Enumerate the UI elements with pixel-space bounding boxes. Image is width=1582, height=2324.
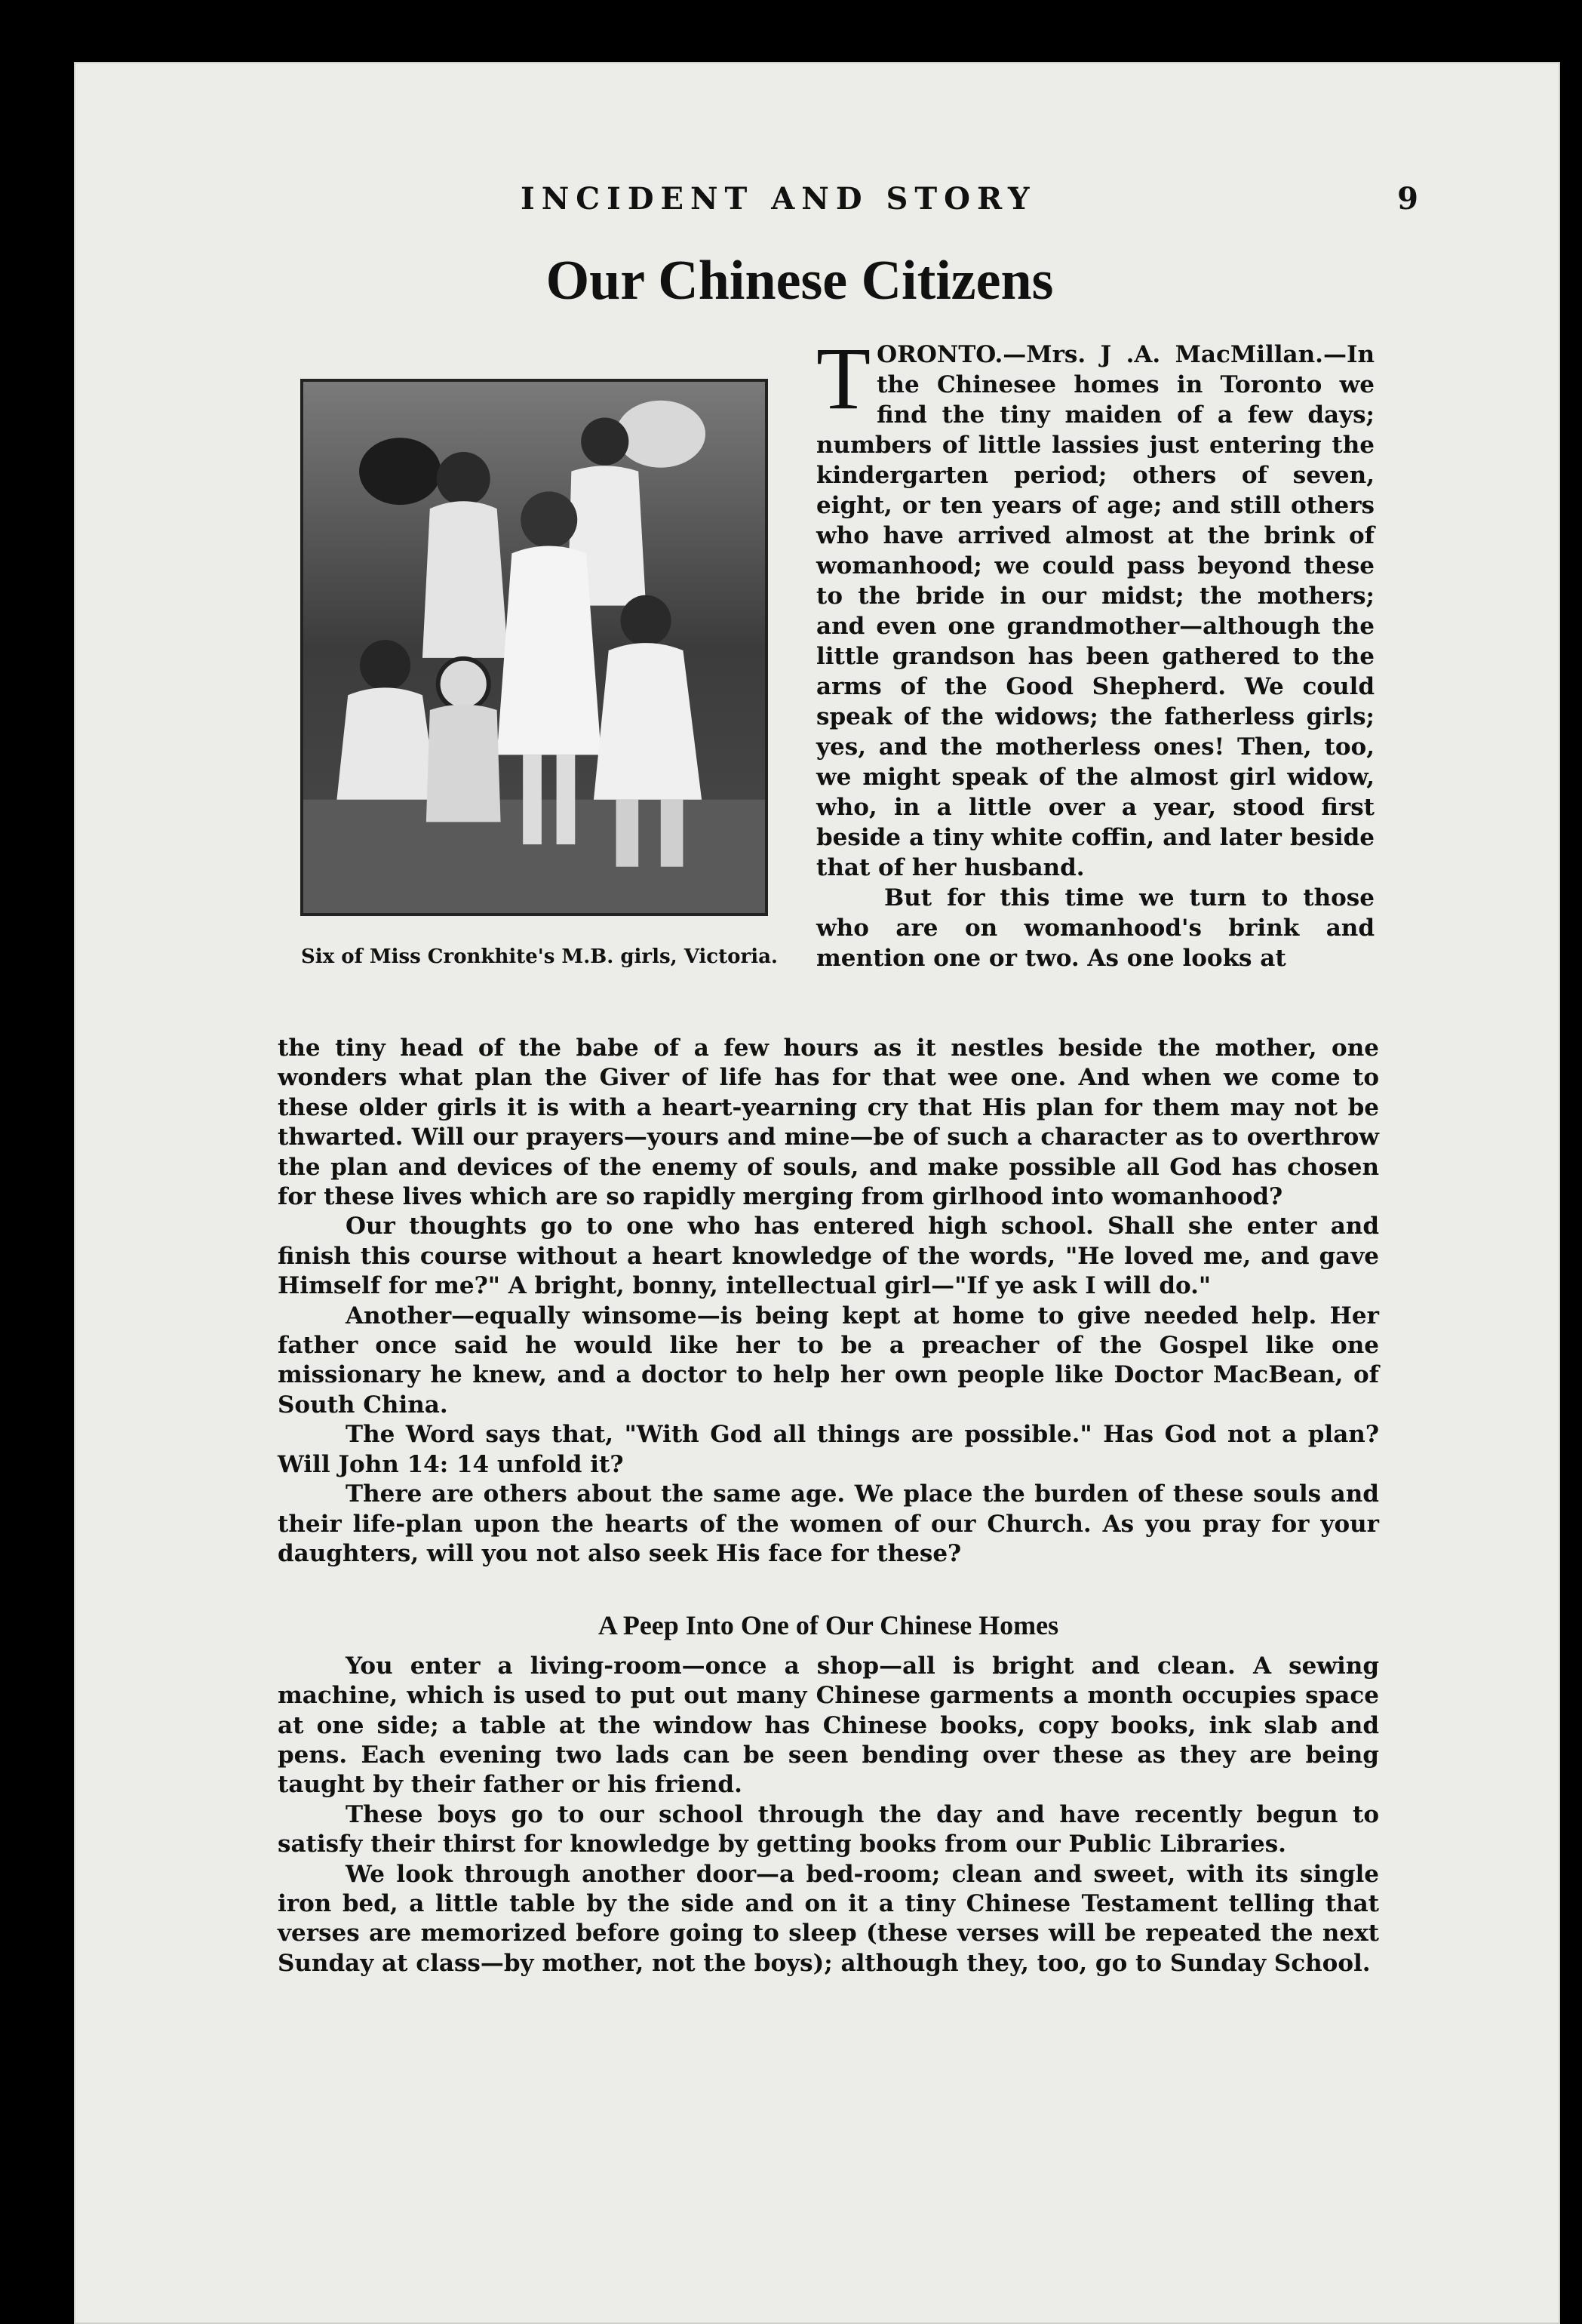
photo-caption: Six of Miss Cronkhite's M.B. girls, Victoria. <box>301 945 778 968</box>
body-paragraph: Another—equally winsome—is being kept at home to give needed help. Her father once said he would like her to be a preacher of the Gospel like one missionary he knew, and a doctor to help her own people like Doctor MacBean, of South China. <box>278 1302 1379 1419</box>
intro-paragraph <box>816 329 1375 883</box>
running-title: INCIDENT AND STORY <box>521 181 1037 217</box>
body-paragraph: Our thoughts go to one who has entered high school. Shall she enter and finish this course without a heart knowledge of the words, "He loved me, and gave Himself for me?" A bright, bonny, intellectual girl—"If ye ask I will do." <box>278 1213 1379 1300</box>
intro-text: ORONTO.—Mrs. J .A. MacMillan.—In the Chinesee homes in Toronto we find the tiny maiden of a few days; numbers of little lassies just entering the kindergarten period; others of seven, eight, or ten years of age; and still others who have arrived almost at the brink of womanhood; we could pass beyond these to the bride in our midst; the mothers; and even one grandmother—although the little grandson has been gathered to the arms of the Good Shepherd. We could speak of the widows; the fatherless girls; yes, and the motherless ones! Then, too, we might speak of the almost girl widow, who, in a little over a year, stood first beside a tiny white coffin, and later beside that of her husband. <box>816 341 1375 881</box>
section-heading: A Peep Into One of Our Chinese Homes <box>597 1610 1059 1641</box>
photo-illustration <box>303 382 765 913</box>
body-paragraph: There are others about the same age. We place the burden of these souls and their life-plan upon the hearts of the women of our Church. As you pray for your daughters, will you not also seek His face for these? <box>278 1480 1379 1567</box>
drop-cap: T <box>816 329 871 428</box>
second-paragraph-rest: the tiny head of the babe of a few hours as it nestles beside the mother, one wonders what plan the Giver of life has for that wee one. And when we come to these older girls it is with a heart-yearning cry that His plan for them may not be thwarted. Will our prayers—yours and mine—be of such a character as to overthrow the plan and devices of the enemy of souls, and make possible all God has chosen for these lives which are so rapidly merging from girlhood into womanhood? <box>278 1034 1379 1211</box>
section-paragraph: You enter a living-room—once a shop—all is bright and clean. A sewing machine, which is used to put out many Chinese garments a month occupies space at one side; a table at the window has Chinese books, copy books, ink slab and pens. Each evening two lads can be seen bending over these as they are being taught by their father or his friend. <box>278 1652 1379 1799</box>
running-header <box>453 181 1418 226</box>
section-paragraph: These boys go to our school through the day and have recently begun to satisfy their thirst for knowledge by getting books from our Public Libraries. <box>278 1800 1379 1858</box>
page-number: 9 <box>1397 181 1418 217</box>
second-paragraph-start: But for this time we turn to those who are on womanhood's brink and mention one or two. As one looks at <box>816 884 1375 972</box>
group-photograph <box>300 379 768 916</box>
full-width-body <box>278 1034 1379 1978</box>
section-paragraph: We look through another door—a bed-room; clean and sweet, with its single iron bed, a little table by the side and on it a tiny Chinese Testament telling that verses are memorized before going to sleep (these verses will be repeated the next Sunday at class—by mother, not the boys); although they, too, go to Sunday School. <box>278 1860 1379 1977</box>
body-paragraph: The Word says that, "With God all things are possible." Has God not a plan? Will John 14: 14 unfold it? <box>278 1421 1379 1478</box>
article-title: Our Chinese Citizens <box>545 250 1054 312</box>
intro-column <box>816 329 1375 973</box>
